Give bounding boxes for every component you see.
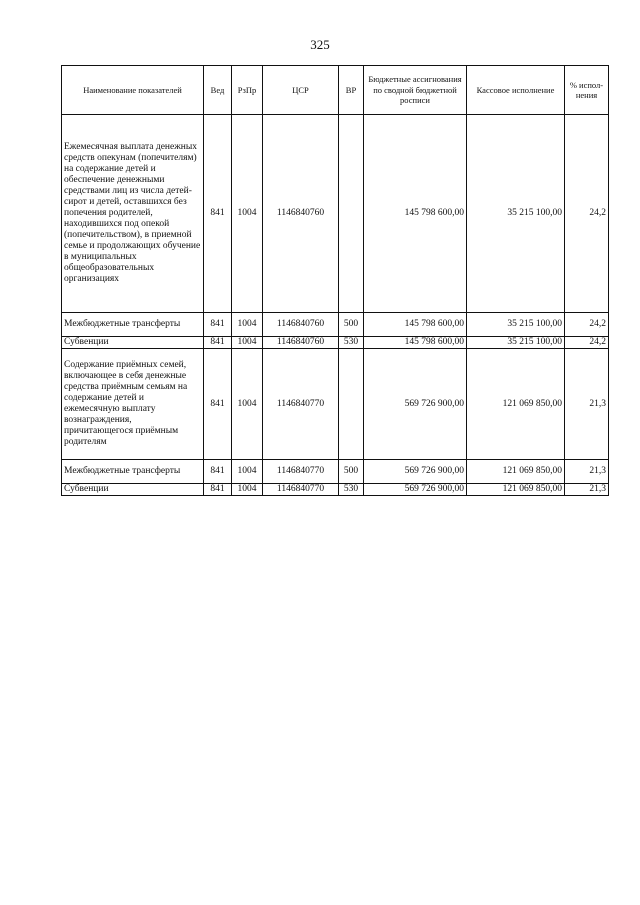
row-csr: 1146840770 — [263, 349, 339, 460]
row-percent: 24,2 — [565, 313, 609, 337]
row-csr: 1146840770 — [263, 484, 339, 496]
row-csr: 1146840770 — [263, 460, 339, 484]
header-vr: ВР — [339, 66, 364, 115]
row-ved: 841 — [204, 460, 232, 484]
row-percent: 24,2 — [565, 337, 609, 349]
row-budget: 569 726 900,00 — [364, 484, 467, 496]
row-vr: 530 — [339, 337, 364, 349]
row-budget: 145 798 600,00 — [364, 313, 467, 337]
budget-execution-table — [61, 65, 609, 496]
row-rzpr: 1004 — [232, 313, 263, 337]
row-percent: 24,2 — [565, 115, 609, 313]
row-name: Содержание приёмных семей, включающее в себя денежные средства приёмным семьям на содержание детей и ежемесячную выплату вознаграждения, причитающегося приёмным родителям — [62, 349, 204, 460]
row-ved: 841 — [204, 115, 232, 313]
header-rzpr: РзПр — [232, 66, 263, 115]
row-percent: 21,3 — [565, 460, 609, 484]
table-row — [62, 337, 609, 349]
table-row — [62, 313, 609, 337]
row-percent: 21,3 — [565, 349, 609, 460]
row-cash: 35 215 100,00 — [467, 313, 565, 337]
row-ved: 841 — [204, 313, 232, 337]
table-row — [62, 484, 609, 496]
row-budget: 145 798 600,00 — [364, 115, 467, 313]
row-cash: 121 069 850,00 — [467, 349, 565, 460]
header-csr: ЦСР — [263, 66, 339, 115]
row-budget: 569 726 900,00 — [364, 460, 467, 484]
row-rzpr: 1004 — [232, 460, 263, 484]
table-row — [62, 460, 609, 484]
row-name: Субвенции — [62, 337, 204, 349]
table-row — [62, 115, 609, 313]
row-percent: 21,3 — [565, 484, 609, 496]
row-csr: 1146840760 — [263, 115, 339, 313]
row-rzpr: 1004 — [232, 115, 263, 313]
row-rzpr: 1004 — [232, 349, 263, 460]
row-name: Межбюджетные трансферты — [62, 313, 204, 337]
row-vr: 500 — [339, 460, 364, 484]
row-cash: 121 069 850,00 — [467, 460, 565, 484]
row-csr: 1146840760 — [263, 313, 339, 337]
row-vr: 500 — [339, 313, 364, 337]
row-ved: 841 — [204, 337, 232, 349]
header-ved: Вед — [204, 66, 232, 115]
table-row — [62, 349, 609, 460]
row-ved: 841 — [204, 349, 232, 460]
table-header-row — [62, 66, 609, 115]
row-cash: 121 069 850,00 — [467, 484, 565, 496]
header-budget: Бюджетные ассигнования по сводной бюджетной росписи — [364, 66, 467, 115]
header-percent: % испол-нения — [565, 66, 609, 115]
row-rzpr: 1004 — [232, 337, 263, 349]
row-name: Субвенции — [62, 484, 204, 496]
row-budget: 145 798 600,00 — [364, 337, 467, 349]
row-rzpr: 1004 — [232, 484, 263, 496]
row-name: Межбюджетные трансферты — [62, 460, 204, 484]
row-name: Ежемесячная выплата денежных средств опекунам (попечителям) на содержание детей и обеспечение денежными средствами лиц из числа детей-сирот и детей, оставшихся без попечения родителей, находившихся под опекой (попечительством), в приемной семье и продолжающих обучение в муниципальных общеобразовательных организациях — [62, 115, 204, 313]
header-name: Наименование показателей — [62, 66, 204, 115]
header-cash: Кассовое исполнение — [467, 66, 565, 115]
row-cash: 35 215 100,00 — [467, 337, 565, 349]
row-vr — [339, 349, 364, 460]
row-csr: 1146840760 — [263, 337, 339, 349]
row-cash: 35 215 100,00 — [467, 115, 565, 313]
row-vr — [339, 115, 364, 313]
row-vr: 530 — [339, 484, 364, 496]
page-number: 325 — [310, 37, 330, 52]
row-ved: 841 — [204, 484, 232, 496]
row-budget: 569 726 900,00 — [364, 349, 467, 460]
